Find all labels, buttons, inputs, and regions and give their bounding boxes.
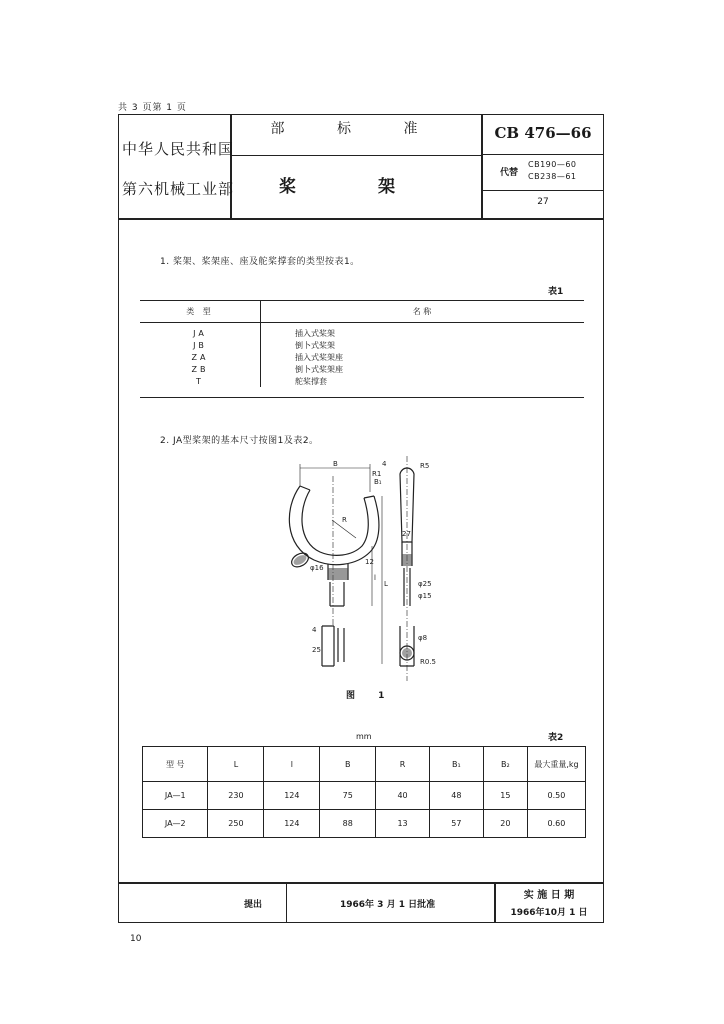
- hatched-section-side: [402, 554, 412, 566]
- value-cell: 48: [429, 782, 483, 810]
- label-small-l: l: [374, 574, 376, 582]
- hatched-section: [328, 568, 348, 580]
- label-width-27: 27: [402, 530, 411, 538]
- column-header: B₁: [429, 747, 483, 782]
- pin-side-outline: [338, 628, 344, 662]
- table-row: [140, 339, 584, 351]
- label-width-12: 12: [365, 558, 374, 566]
- table-row: [140, 323, 584, 340]
- type-cell: JA: [140, 323, 261, 340]
- footer-top-rule: [118, 882, 604, 884]
- pin-outline: [322, 626, 334, 666]
- table-1-caption: 表1: [548, 287, 564, 297]
- table-row: [140, 363, 584, 375]
- column-header: 最大重量,kg: [527, 747, 585, 782]
- section-2-text: 2. JA型桨架的基本尺寸按图1及表2。: [160, 436, 319, 446]
- effective-label: 实 施 日 期: [523, 890, 575, 901]
- type-table: [140, 300, 584, 387]
- type-cell: JB: [140, 339, 261, 351]
- value-cell: 20: [483, 810, 527, 838]
- name-cell: 插入式桨架: [295, 328, 335, 338]
- label-r1: R1: [372, 470, 382, 478]
- document-title: 桨 架: [279, 177, 433, 197]
- fork-tip-right: [364, 496, 374, 498]
- value-cell: 230: [208, 782, 264, 810]
- model-cell: JA—2: [143, 810, 208, 838]
- column-header: 型 号: [143, 747, 208, 782]
- replaces-code: CB238—61: [528, 172, 577, 181]
- label-big-l: L: [384, 580, 388, 588]
- value-cell: 124: [264, 782, 320, 810]
- replaces-label: 代替: [500, 168, 519, 178]
- table-row: [140, 375, 584, 387]
- table-header-row: [143, 747, 586, 782]
- column-header: R: [376, 747, 430, 782]
- label-d16: φ16: [310, 564, 324, 572]
- column-header: L: [208, 747, 264, 782]
- label-b: B: [333, 460, 338, 468]
- figure-caption: 图 1: [346, 691, 395, 701]
- value-cell: 124: [264, 810, 320, 838]
- org-line-1: 中华人民共和国: [122, 140, 235, 158]
- column-header: B₂: [483, 747, 527, 782]
- value-cell: 75: [320, 782, 376, 810]
- org-line-2: 第六机械工业部: [122, 180, 235, 198]
- label-s25: 25: [312, 646, 321, 654]
- value-cell: 40: [376, 782, 430, 810]
- label-d25: φ25: [418, 580, 432, 588]
- label-r05: R0.5: [420, 658, 436, 666]
- label-d15: φ15: [418, 592, 432, 600]
- value-cell: 15: [483, 782, 527, 810]
- value-cell: 88: [320, 810, 376, 838]
- oarlock-drawing: [270, 456, 450, 684]
- name-cell: 舵桨撑套: [295, 376, 327, 386]
- column-header: B: [320, 747, 376, 782]
- effective-date: 1966年10月 1 日: [510, 908, 588, 918]
- header-bottom-rule: [118, 218, 604, 220]
- value-cell: 57: [429, 810, 483, 838]
- table-row: [140, 351, 584, 363]
- section-1-text: 1. 桨架、桨架座、座及舵桨撑套的类型按表1。: [160, 257, 360, 267]
- approval-date: 1966年 3 月 1 日批准: [340, 900, 436, 910]
- replaces-code: CB190—60: [528, 160, 577, 169]
- dimension-table: [142, 746, 586, 838]
- value-cell: 0.50: [527, 782, 585, 810]
- header-rule: [230, 155, 482, 156]
- shank-outline: [330, 582, 344, 606]
- type-cell: T: [140, 375, 261, 387]
- standard-type: 部 标 准: [270, 121, 442, 137]
- page-info: 共 3 页第 1 页: [118, 103, 187, 113]
- header-rule: [481, 154, 604, 155]
- value-cell: 13: [376, 810, 430, 838]
- value-cell: 250: [208, 810, 264, 838]
- column-header: l: [264, 747, 320, 782]
- standard-number: 27: [537, 197, 549, 207]
- value-cell: 0.60: [527, 810, 585, 838]
- column-header: 名 称: [261, 300, 585, 323]
- fork-tip-left: [300, 486, 310, 490]
- label-r5: R5: [420, 462, 430, 470]
- name-cell: 倒卜式桨架座: [295, 364, 343, 374]
- column-header: 类 型: [140, 300, 261, 323]
- model-cell: JA—1: [143, 782, 208, 810]
- label-width-4: 4: [382, 460, 387, 468]
- type-cell: ZB: [140, 363, 261, 375]
- unit-label: mm: [356, 732, 372, 741]
- header-rule: [481, 190, 604, 191]
- type-cell: ZA: [140, 351, 261, 363]
- label-s4: 4: [312, 626, 317, 634]
- table-header-row: [140, 300, 584, 323]
- standard-code: CB 476—66: [494, 124, 592, 142]
- name-cell: 倒卜式桨架: [295, 340, 335, 350]
- label-r: R: [342, 516, 347, 524]
- footer-divider: [286, 882, 287, 923]
- pin-hole-hatch: [402, 648, 412, 658]
- name-cell: 插入式桨架座: [295, 352, 343, 362]
- page-number: 10: [130, 934, 142, 944]
- label-d8: φ8: [418, 634, 428, 642]
- table-2-caption: 表2: [548, 733, 564, 743]
- proposed-label: 提出: [244, 900, 263, 910]
- table-row: [143, 810, 586, 838]
- table-row: [143, 782, 586, 810]
- label-b1: B₁: [374, 478, 382, 486]
